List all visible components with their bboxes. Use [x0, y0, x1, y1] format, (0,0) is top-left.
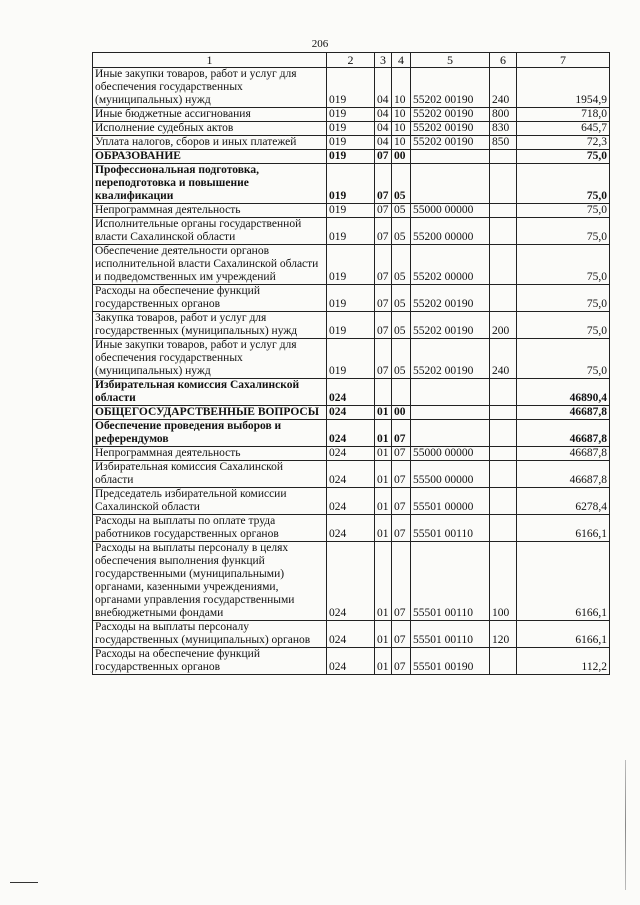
target-code-cell	[411, 420, 490, 447]
amount-cell: 6166,1	[517, 542, 610, 621]
admin-code-cell: 019	[327, 164, 375, 204]
section-cell: 07	[375, 339, 392, 379]
header-cell: 6	[490, 53, 517, 68]
table-row	[93, 136, 610, 150]
admin-code-cell: 024	[327, 379, 375, 406]
subsection-cell: 05	[392, 312, 411, 339]
section-cell: 04	[375, 68, 392, 108]
target-code-cell: 55202 00190	[411, 68, 490, 108]
table-row	[93, 164, 610, 204]
item-name-cell: Расходы на выплаты по оплате труда работников государственных органов	[93, 515, 327, 542]
expense-type-cell	[490, 515, 517, 542]
page-number: 206	[311, 38, 329, 50]
expense-type-cell: 240	[490, 339, 517, 379]
expense-type-cell	[490, 218, 517, 245]
amount-cell: 46687,8	[517, 461, 610, 488]
section-cell: 01	[375, 542, 392, 621]
section-cell: 07	[375, 245, 392, 285]
subsection-cell: 07	[392, 488, 411, 515]
target-code-cell: 55202 00190	[411, 108, 490, 122]
expense-type-cell	[490, 406, 517, 420]
amount-cell: 112,2	[517, 648, 610, 675]
item-name-cell: Расходы на выплаты персоналу государственных (муниципальных) органов	[93, 621, 327, 648]
expense-type-cell: 200	[490, 312, 517, 339]
section-cell	[375, 379, 392, 406]
admin-code-cell: 019	[327, 204, 375, 218]
admin-code-cell: 024	[327, 542, 375, 621]
subsection-cell	[392, 379, 411, 406]
admin-code-cell: 024	[327, 648, 375, 675]
admin-code-cell: 019	[327, 68, 375, 108]
item-name-cell: Иные бюджетные ассигнования	[93, 108, 327, 122]
target-code-cell: 55202 00190	[411, 285, 490, 312]
expense-type-cell	[490, 150, 517, 164]
admin-code-cell: 024	[327, 447, 375, 461]
expense-type-cell	[490, 488, 517, 515]
section-cell: 01	[375, 515, 392, 542]
table-row	[93, 461, 610, 488]
item-name-cell: Обеспечение проведения выборов и референдумов	[93, 420, 327, 447]
expense-type-cell: 120	[490, 621, 517, 648]
subsection-cell: 05	[392, 339, 411, 379]
expense-type-cell	[490, 447, 517, 461]
item-name-cell: Профессиональная подготовка, переподготовка и повышение квалификации	[93, 164, 327, 204]
target-code-cell	[411, 150, 490, 164]
amount-cell: 75,0	[517, 218, 610, 245]
item-name-cell: Иные закупки товаров, работ и услуг для обеспечения государственных (муниципальных) нужд	[93, 68, 327, 108]
header-cell: 3	[375, 53, 392, 68]
admin-code-cell: 024	[327, 461, 375, 488]
target-code-cell: 55202 00190	[411, 339, 490, 379]
section-cell: 01	[375, 461, 392, 488]
scan-edge-mark	[625, 760, 626, 890]
table-row	[93, 339, 610, 379]
expense-type-cell	[490, 204, 517, 218]
section-cell: 01	[375, 406, 392, 420]
table-row	[93, 648, 610, 675]
target-code-cell: 55501 00190	[411, 648, 490, 675]
table-row	[93, 542, 610, 621]
margin-line	[10, 882, 38, 883]
amount-cell: 6166,1	[517, 515, 610, 542]
admin-code-cell: 019	[327, 136, 375, 150]
section-cell: 01	[375, 621, 392, 648]
amount-cell: 718,0	[517, 108, 610, 122]
item-name-cell: Обеспечение деятельности органов исполнительной власти Сахалинской области и подведомственных им учреждений	[93, 245, 327, 285]
amount-cell: 75,0	[517, 164, 610, 204]
admin-code-cell: 024	[327, 406, 375, 420]
item-name-cell: ОБРАЗОВАНИЕ	[93, 150, 327, 164]
target-code-cell: 55200 00000	[411, 218, 490, 245]
admin-code-cell: 019	[327, 285, 375, 312]
item-name-cell: Исполнение судебных актов	[93, 122, 327, 136]
table-row	[93, 218, 610, 245]
admin-code-cell: 019	[327, 218, 375, 245]
target-code-cell: 55501 00110	[411, 542, 490, 621]
item-name-cell: Иные закупки товаров, работ и услуг для обеспечения государственных (муниципальных) нужд	[93, 339, 327, 379]
table-row	[93, 150, 610, 164]
subsection-cell: 07	[392, 461, 411, 488]
admin-code-cell: 019	[327, 339, 375, 379]
subsection-cell: 10	[392, 136, 411, 150]
section-cell: 07	[375, 204, 392, 218]
subsection-cell: 07	[392, 447, 411, 461]
item-name-cell: Закупка товаров, работ и услуг для государственных (муниципальных) нужд	[93, 312, 327, 339]
item-name-cell: Расходы на выплаты персоналу в целях обеспечения выполнения функций государственными (муниципальными) органами, казенными учреждениями, органами управления государственными внебюджетными фондами	[93, 542, 327, 621]
target-code-cell: 55501 00110	[411, 515, 490, 542]
table-row	[93, 312, 610, 339]
section-cell: 07	[375, 218, 392, 245]
section-cell: 07	[375, 312, 392, 339]
section-cell: 07	[375, 150, 392, 164]
expense-type-cell	[490, 420, 517, 447]
expense-type-cell: 850	[490, 136, 517, 150]
header-cell: 7	[517, 53, 610, 68]
budget-table	[92, 52, 610, 675]
amount-cell: 72,3	[517, 136, 610, 150]
amount-cell: 75,0	[517, 245, 610, 285]
subsection-cell: 00	[392, 406, 411, 420]
subsection-cell: 05	[392, 218, 411, 245]
admin-code-cell: 019	[327, 122, 375, 136]
admin-code-cell: 024	[327, 515, 375, 542]
table-row	[93, 245, 610, 285]
target-code-cell: 55000 00000	[411, 447, 490, 461]
table-row	[93, 515, 610, 542]
amount-cell: 75,0	[517, 339, 610, 379]
expense-type-cell	[490, 164, 517, 204]
target-code-cell: 55202 00190	[411, 122, 490, 136]
subsection-cell: 10	[392, 122, 411, 136]
subsection-cell: 07	[392, 621, 411, 648]
subsection-cell: 05	[392, 164, 411, 204]
expense-type-cell	[490, 245, 517, 285]
item-name-cell: ОБЩЕГОСУДАРСТВЕННЫЕ ВОПРОСЫ	[93, 406, 327, 420]
table-row	[93, 621, 610, 648]
section-cell: 04	[375, 108, 392, 122]
section-cell: 01	[375, 447, 392, 461]
target-code-cell: 55500 00000	[411, 461, 490, 488]
table-row	[93, 122, 610, 136]
expense-type-cell	[490, 648, 517, 675]
header-cell: 4	[392, 53, 411, 68]
expense-type-cell: 100	[490, 542, 517, 621]
table-body	[93, 68, 610, 675]
target-code-cell	[411, 379, 490, 406]
item-name-cell: Избирательная комиссия Сахалинской области	[93, 461, 327, 488]
section-cell: 04	[375, 122, 392, 136]
subsection-cell: 05	[392, 204, 411, 218]
amount-cell: 1954,9	[517, 68, 610, 108]
item-name-cell: Расходы на обеспечение функций государственных органов	[93, 285, 327, 312]
header-cell: 1	[93, 53, 327, 68]
amount-cell: 46890,4	[517, 379, 610, 406]
expense-type-cell	[490, 461, 517, 488]
target-code-cell: 55000 00000	[411, 204, 490, 218]
amount-cell: 46687,8	[517, 420, 610, 447]
target-code-cell: 55202 00190	[411, 312, 490, 339]
target-code-cell	[411, 164, 490, 204]
expense-type-cell: 830	[490, 122, 517, 136]
amount-cell: 75,0	[517, 204, 610, 218]
header-cell: 5	[411, 53, 490, 68]
admin-code-cell: 019	[327, 108, 375, 122]
item-name-cell: Уплата налогов, сборов и иных платежей	[93, 136, 327, 150]
admin-code-cell: 024	[327, 621, 375, 648]
section-cell: 01	[375, 648, 392, 675]
header-row	[93, 53, 610, 68]
section-cell: 04	[375, 136, 392, 150]
table-row	[93, 204, 610, 218]
target-code-cell: 55501 00110	[411, 621, 490, 648]
table-row	[93, 488, 610, 515]
subsection-cell: 07	[392, 420, 411, 447]
subsection-cell: 07	[392, 515, 411, 542]
admin-code-cell: 024	[327, 488, 375, 515]
expense-type-cell	[490, 379, 517, 406]
table-row	[93, 406, 610, 420]
target-code-cell	[411, 406, 490, 420]
table-row	[93, 447, 610, 461]
item-name-cell: Непрограммная деятельность	[93, 204, 327, 218]
amount-cell: 645,7	[517, 122, 610, 136]
section-cell: 07	[375, 164, 392, 204]
table-row	[93, 285, 610, 312]
subsection-cell: 05	[392, 285, 411, 312]
subsection-cell: 07	[392, 648, 411, 675]
section-cell: 07	[375, 285, 392, 312]
admin-code-cell: 019	[327, 150, 375, 164]
subsection-cell: 10	[392, 68, 411, 108]
amount-cell: 75,0	[517, 150, 610, 164]
expense-type-cell	[490, 285, 517, 312]
amount-cell: 75,0	[517, 285, 610, 312]
amount-cell: 46687,8	[517, 447, 610, 461]
subsection-cell: 10	[392, 108, 411, 122]
amount-cell: 6278,4	[517, 488, 610, 515]
item-name-cell: Непрограммная деятельность	[93, 447, 327, 461]
subsection-cell: 07	[392, 542, 411, 621]
table-row	[93, 420, 610, 447]
item-name-cell: Расходы на обеспечение функций государственных органов	[93, 648, 327, 675]
target-code-cell: 55202 00000	[411, 245, 490, 285]
table-row	[93, 108, 610, 122]
admin-code-cell: 024	[327, 420, 375, 447]
admin-code-cell: 019	[327, 312, 375, 339]
section-cell: 01	[375, 488, 392, 515]
amount-cell: 6166,1	[517, 621, 610, 648]
item-name-cell: Председатель избирательной комиссии Сахалинской области	[93, 488, 327, 515]
amount-cell: 46687,8	[517, 406, 610, 420]
target-code-cell: 55202 00190	[411, 136, 490, 150]
table-row	[93, 379, 610, 406]
subsection-cell: 00	[392, 150, 411, 164]
section-cell: 01	[375, 420, 392, 447]
admin-code-cell: 019	[327, 245, 375, 285]
target-code-cell: 55501 00000	[411, 488, 490, 515]
table-row	[93, 68, 610, 108]
item-name-cell: Исполнительные органы государственной власти Сахалинской области	[93, 218, 327, 245]
subsection-cell: 05	[392, 245, 411, 285]
header-cell: 2	[327, 53, 375, 68]
expense-type-cell: 800	[490, 108, 517, 122]
expense-type-cell: 240	[490, 68, 517, 108]
item-name-cell: Избирательная комиссия Сахалинской области	[93, 379, 327, 406]
amount-cell: 75,0	[517, 312, 610, 339]
